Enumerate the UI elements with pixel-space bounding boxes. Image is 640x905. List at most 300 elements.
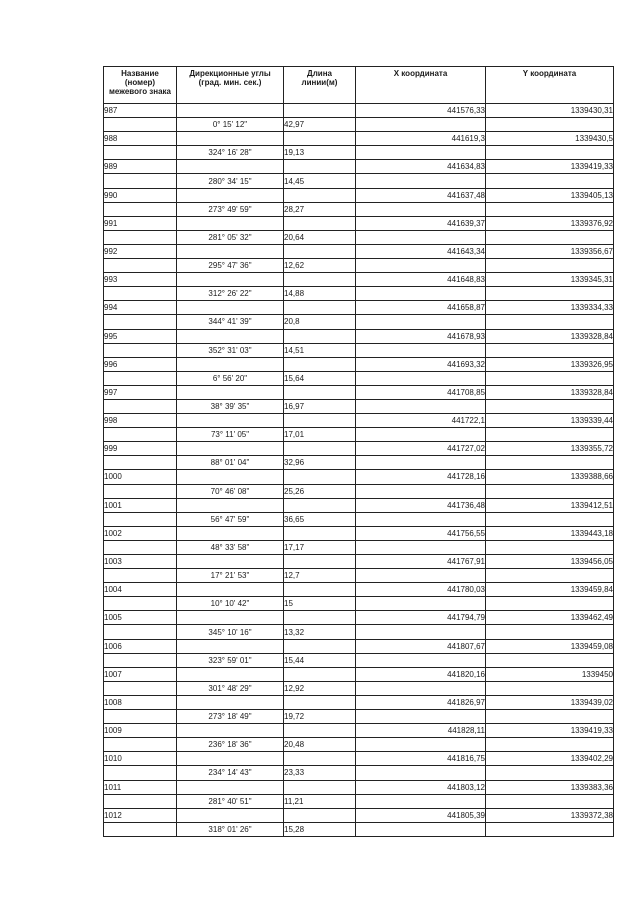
cell-length [284,301,356,315]
cell-y: 1339405,13 [486,188,614,202]
cell-y [486,399,614,413]
cell-name: 1005 [104,611,177,625]
cell-angle: 273° 49' 59" [177,202,284,216]
cell-angle: 324° 16' 28" [177,146,284,160]
cell-x [356,287,486,301]
cell-x: 441816,75 [356,752,486,766]
cell-x [356,738,486,752]
cell-x: 441693,32 [356,357,486,371]
cell-y [486,794,614,808]
table-row-segment [104,230,614,244]
cell-length: 28,27 [284,202,356,216]
cell-y [486,315,614,329]
cell-length [284,695,356,709]
cell-x [356,230,486,244]
cell-length [284,357,356,371]
cell-length: 36,65 [284,512,356,526]
cell-y: 1339419,33 [486,724,614,738]
cell-y: 1339328,84 [486,385,614,399]
table-row-point [104,583,614,597]
cell-angle: 280° 34' 15" [177,174,284,188]
cell-length: 15,44 [284,653,356,667]
cell-x: 441708,85 [356,385,486,399]
cell-angle: 301° 48' 29" [177,681,284,695]
cell-length [284,470,356,484]
cell-y: 1339459,08 [486,639,614,653]
cell-y: 1339328,84 [486,329,614,343]
cell-angle [177,385,284,399]
cell-y [486,484,614,498]
cell-name [104,399,177,413]
cell-name [104,456,177,470]
cell-length [284,667,356,681]
cell-length: 15 [284,597,356,611]
table-row-segment [104,625,614,639]
table-row-point [104,329,614,343]
cell-name [104,738,177,752]
cell-x: 441637,48 [356,188,486,202]
cell-angle: 295° 47' 36" [177,259,284,273]
cell-name: 994 [104,301,177,315]
cell-length [284,329,356,343]
table-row-segment [104,681,614,695]
cell-length [284,808,356,822]
table-row-segment [104,569,614,583]
cell-angle: 73° 11' 05" [177,428,284,442]
cell-length: 14,51 [284,343,356,357]
cell-y [486,174,614,188]
table-row-point [104,667,614,681]
cell-name: 1010 [104,752,177,766]
table-row-segment [104,766,614,780]
table-row-segment [104,371,614,385]
cell-length: 12,7 [284,569,356,583]
cell-y [486,287,614,301]
cell-y: 1339376,92 [486,216,614,230]
table-row-point [104,104,614,118]
cell-x [356,202,486,216]
table-row-point [104,273,614,287]
cell-angle: 345° 10' 16" [177,625,284,639]
cell-angle: 88° 01' 04" [177,456,284,470]
cell-x [356,146,486,160]
cell-y: 1339430,31 [486,104,614,118]
cell-y: 1339430,5 [486,132,614,146]
cell-x: 441780,03 [356,583,486,597]
cell-angle [177,639,284,653]
cell-y [486,822,614,836]
cell-angle [177,132,284,146]
cell-x: 441643,34 [356,244,486,258]
cell-x: 441678,93 [356,329,486,343]
table-row-segment [104,794,614,808]
cell-y: 1339334,33 [486,301,614,315]
cell-y [486,202,614,216]
cell-y [486,371,614,385]
cell-name [104,484,177,498]
cell-length [284,724,356,738]
cell-angle [177,808,284,822]
cell-y [486,597,614,611]
cell-x: 441794,79 [356,611,486,625]
cell-name: 990 [104,188,177,202]
table-row-segment [104,315,614,329]
cell-x [356,710,486,724]
cell-name: 1002 [104,526,177,540]
cell-y: 1339402,29 [486,752,614,766]
cell-angle [177,555,284,569]
cell-angle: 6° 56' 20" [177,371,284,385]
cell-length: 12,92 [284,681,356,695]
cell-x [356,371,486,385]
cell-x: 441639,37 [356,216,486,230]
cell-length [284,780,356,794]
table-row-segment [104,653,614,667]
cell-y: 1339450 [486,667,614,681]
table-row-point [104,639,614,653]
cell-y [486,259,614,273]
cell-x [356,118,486,132]
cell-name: 989 [104,160,177,174]
cell-angle [177,583,284,597]
cell-y [486,540,614,554]
table-row-segment [104,174,614,188]
cell-angle: 318° 01' 26" [177,822,284,836]
cell-x [356,822,486,836]
table-row-point [104,160,614,174]
cell-name [104,343,177,357]
cell-x: 441767,91 [356,555,486,569]
cell-angle: 17° 21' 53" [177,569,284,583]
cell-length [284,244,356,258]
cell-length: 15,64 [284,371,356,385]
cell-angle [177,329,284,343]
cell-x [356,484,486,498]
cell-x [356,794,486,808]
cell-length [284,104,356,118]
cell-name: 1001 [104,498,177,512]
cell-angle: 352° 31' 03" [177,343,284,357]
cell-name: 992 [104,244,177,258]
cell-name [104,202,177,216]
cell-x [356,653,486,667]
cell-y [486,118,614,132]
cell-angle [177,526,284,540]
table-row-segment [104,456,614,470]
table-row-segment [104,146,614,160]
cell-name [104,597,177,611]
cell-x: 441728,16 [356,470,486,484]
table-row-point [104,301,614,315]
cell-x: 441803,12 [356,780,486,794]
cell-length [284,132,356,146]
cell-angle: 234° 14' 43" [177,766,284,780]
cell-angle [177,498,284,512]
table-row-segment [104,399,614,413]
cell-angle [177,273,284,287]
table-row-segment [104,710,614,724]
cell-y: 1339412,51 [486,498,614,512]
cell-angle [177,188,284,202]
cell-x: 441807,67 [356,639,486,653]
table-row-point [104,385,614,399]
cell-x [356,625,486,639]
cell-length: 32,96 [284,456,356,470]
cell-y: 1339462,49 [486,611,614,625]
cell-angle [177,442,284,456]
table-row-point [104,470,614,484]
cell-length [284,160,356,174]
cell-angle [177,611,284,625]
cell-length [284,188,356,202]
boundary-coordinates-table [103,66,614,837]
cell-y: 1339326,95 [486,357,614,371]
cell-name: 995 [104,329,177,343]
cell-angle [177,104,284,118]
cell-x: 441805,39 [356,808,486,822]
cell-angle: 70° 46' 08" [177,484,284,498]
cell-angle: 344° 41' 39" [177,315,284,329]
cell-length [284,526,356,540]
table-row-point [104,526,614,540]
cell-name: 997 [104,385,177,399]
cell-name [104,287,177,301]
cell-angle: 236° 18' 36" [177,738,284,752]
cell-angle: 56° 47' 59" [177,512,284,526]
header-angle: Дирекционные углы (град. мин. сек.) [177,67,284,104]
cell-name: 988 [104,132,177,146]
cell-name: 1007 [104,667,177,681]
header-length: Длина линии(м) [284,67,356,104]
cell-length: 11,21 [284,794,356,808]
cell-length [284,216,356,230]
table-row-point [104,188,614,202]
table-body [104,104,614,837]
cell-angle: 10° 10' 42" [177,597,284,611]
cell-y: 1339355,72 [486,442,614,456]
cell-y [486,710,614,724]
cell-name: 1012 [104,808,177,822]
cell-y [486,456,614,470]
cell-name [104,371,177,385]
cell-y [486,512,614,526]
cell-length: 20,64 [284,230,356,244]
cell-y: 1339419,33 [486,160,614,174]
cell-y [486,653,614,667]
cell-name [104,174,177,188]
cell-name: 1009 [104,724,177,738]
cell-angle: 312° 26' 22" [177,287,284,301]
table-row-point [104,724,614,738]
cell-name [104,681,177,695]
cell-name: 1008 [104,695,177,709]
table-row-point [104,216,614,230]
cell-y [486,569,614,583]
cell-y: 1339439,02 [486,695,614,709]
cell-angle: 0° 15' 12" [177,118,284,132]
cell-x [356,174,486,188]
cell-length: 20,8 [284,315,356,329]
cell-length [284,639,356,653]
cell-length: 17,17 [284,540,356,554]
cell-y: 1339388,66 [486,470,614,484]
cell-name: 993 [104,273,177,287]
table-row-point [104,695,614,709]
cell-name [104,512,177,526]
cell-name [104,766,177,780]
table-row-segment [104,259,614,273]
table-row-point [104,357,614,371]
cell-angle: 281° 05' 32" [177,230,284,244]
cell-x: 441658,87 [356,301,486,315]
cell-x [356,569,486,583]
cell-length [284,555,356,569]
table-row-segment [104,343,614,357]
cell-length: 14,88 [284,287,356,301]
cell-name [104,653,177,667]
cell-name [104,822,177,836]
cell-x [356,456,486,470]
cell-x: 441648,83 [356,273,486,287]
cell-length [284,752,356,766]
cell-angle [177,160,284,174]
cell-name [104,794,177,808]
cell-name: 1011 [104,780,177,794]
cell-length: 19,13 [284,146,356,160]
cell-x: 441736,48 [356,498,486,512]
table-row-segment [104,738,614,752]
table-row-point [104,132,614,146]
table-row-point [104,611,614,625]
cell-y [486,146,614,160]
table-row-point [104,498,614,512]
cell-y [486,766,614,780]
cell-length: 25,26 [284,484,356,498]
cell-x [356,512,486,526]
cell-name [104,230,177,244]
cell-angle: 48° 33' 58" [177,540,284,554]
cell-y: 1339459,84 [486,583,614,597]
cell-length: 17,01 [284,428,356,442]
cell-x: 441828,11 [356,724,486,738]
table-row-point [104,244,614,258]
header-y: Y координата [486,67,614,104]
cell-name: 1004 [104,583,177,597]
cell-angle [177,470,284,484]
cell-x [356,315,486,329]
cell-name [104,428,177,442]
cell-angle: 38° 39' 35" [177,399,284,413]
cell-length [284,611,356,625]
cell-y: 1339372,38 [486,808,614,822]
cell-name: 991 [104,216,177,230]
cell-name: 987 [104,104,177,118]
cell-name: 1000 [104,470,177,484]
cell-length [284,414,356,428]
cell-y [486,343,614,357]
table-row-point [104,555,614,569]
cell-x [356,766,486,780]
cell-angle: 323° 59' 01" [177,653,284,667]
cell-x: 441634,83 [356,160,486,174]
cell-x: 441619,3 [356,132,486,146]
cell-length [284,583,356,597]
table-row-segment [104,540,614,554]
cell-angle [177,244,284,258]
cell-angle [177,414,284,428]
cell-y [486,681,614,695]
cell-x [356,343,486,357]
cell-length: 20,48 [284,738,356,752]
cell-x: 441722,1 [356,414,486,428]
cell-y [486,625,614,639]
cell-name [104,118,177,132]
cell-length: 15,28 [284,822,356,836]
table-row-segment [104,597,614,611]
cell-name: 1003 [104,555,177,569]
cell-length: 19,72 [284,710,356,724]
cell-angle [177,780,284,794]
table-row-segment [104,512,614,526]
cell-name [104,146,177,160]
cell-length [284,442,356,456]
cell-y [486,428,614,442]
cell-y [486,230,614,244]
cell-length [284,385,356,399]
cell-angle [177,724,284,738]
cell-y: 1339456,05 [486,555,614,569]
table-row-segment [104,202,614,216]
cell-angle [177,301,284,315]
cell-x [356,597,486,611]
cell-angle [177,357,284,371]
table-header-row [104,67,614,104]
table-row-point [104,442,614,456]
table-row-segment [104,118,614,132]
cell-x [356,428,486,442]
cell-angle [177,216,284,230]
cell-y [486,738,614,752]
cell-name [104,259,177,273]
cell-x: 441576,33 [356,104,486,118]
cell-x: 441820,16 [356,667,486,681]
cell-angle [177,695,284,709]
cell-x: 441727,02 [356,442,486,456]
table-row-point [104,414,614,428]
table-row-segment [104,287,614,301]
cell-angle [177,667,284,681]
cell-y: 1339339,44 [486,414,614,428]
cell-name [104,569,177,583]
header-x: X координата [356,67,486,104]
cell-x [356,681,486,695]
cell-x [356,399,486,413]
cell-x [356,540,486,554]
cell-length: 12,62 [284,259,356,273]
header-name: Название (номер) межевого знака [104,67,177,104]
table-row-segment [104,484,614,498]
cell-y: 1339383,36 [486,780,614,794]
cell-length: 23,33 [284,766,356,780]
cell-y: 1339356,67 [486,244,614,258]
table-row-point [104,808,614,822]
cell-name: 1006 [104,639,177,653]
cell-name [104,315,177,329]
cell-x [356,259,486,273]
cell-y: 1339443,18 [486,526,614,540]
cell-angle [177,752,284,766]
table-row-point [104,780,614,794]
